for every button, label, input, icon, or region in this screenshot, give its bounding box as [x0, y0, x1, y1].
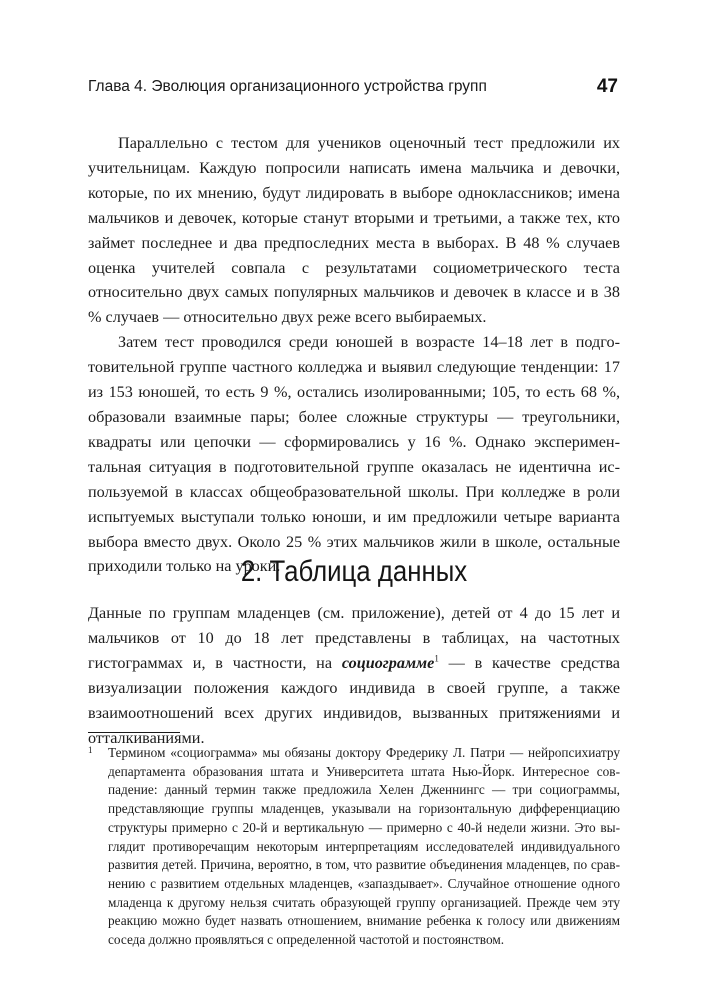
- page-number: 47: [596, 76, 618, 97]
- paragraph: Параллельно с тестом для учеников оценочный тест предложили их учительницам. Каждую попросили написать имена мальчика и девочки, которые, по их мнению, будут лидировать в выборе одноклассников; имена мальчиков и девочек, которые станут вторыми и третьими, а также тех, кто займет последнее и два предпоследних места в выборах. В 48 % случаев оценка учителей совпала с результатами социометрического теста относительно двух самых популярных мальчиков и девочек в классе и в 38 % случаев — относительно двух реже всего выбираемых.: [88, 134, 620, 327]
- footnote-reference[interactable]: 1: [434, 653, 439, 664]
- running-header: [88, 76, 618, 102]
- emphasized-term: социограмме: [341, 653, 435, 672]
- section-heading: 2. Таблица данных: [240, 555, 468, 588]
- text-span: — в качестве средства визуализации положения каждого индивида в своей группе, а также взаимоотношений всех других индивидов, вызванных притяжениями и отталкиваниями.: [88, 653, 620, 747]
- footnote-marker: 1: [88, 745, 93, 755]
- paragraph: [88, 601, 620, 750]
- body-text: [88, 131, 620, 579]
- text-span: Данные по группам младенцев (см. приложение), детей от 4 до 15 лет и мальчиков от 10 до 18 лет представлены в таблицах, на частотных гистограммах и, в частности, на: [88, 604, 620, 672]
- section-body: [88, 601, 620, 750]
- footnotes: [88, 744, 620, 950]
- footnote: [88, 744, 620, 950]
- paragraph: Затем тест проводился среди юношей в возрасте 14–18 лет в подготовительной группе частного колледжа и выявил следующие тенденции: 17 из 153 юношей, то есть 9 %, остались изолированными; 105, то есть 68 %, образовали взаимные пары; более сложные структуры — треугольники, квадраты или цепочки — сформировались у 16 %. Однако экспериментальная ситуация в подготовительной группе оказалась не идентична используемой в классах общеобразовательной школы. При колледже в роли испытуемых выступали только юноши, и им предложили четыре варианта выбора вместо двух. Около 25 % этих мальчиков жили в школе, остальные приходили только на уроки.: [88, 333, 620, 576]
- footnote-divider: [88, 732, 180, 733]
- footnote-text: Термином «социограмма» мы обязаны доктору Фредерику Л. Патри — нейропсихиатру департамента образования штата и Университета штата Нью-Йорк. Интересное совпадение: данный термин также предложила Хелен Дженнингс — три социограммы, представляющие группы младенцев, указывали на горизонтальную дифференциацию структуры примерно с 20-й и вертикальную — примерно с 40-й недели жизни. Это выглядит противоречащим некоторым интерпретациям исследователей индивидуального развития детей. Причина, вероятно, в том, что развитие объединения младенцев, по сравнению с развитием отдельных младенцев, «запаздывает». Случайное отношение одного младенца к другому нельзя считать образующей группу организацией. Прежде чем эту реакцию можно будет назвать отношением, внимание ребенка к голосу или движениям соседа должно проявляться с определенной частотой и постоянством.: [108, 745, 620, 948]
- chapter-title: Глава 4. Эволюция организационного устройства групп: [88, 78, 487, 95]
